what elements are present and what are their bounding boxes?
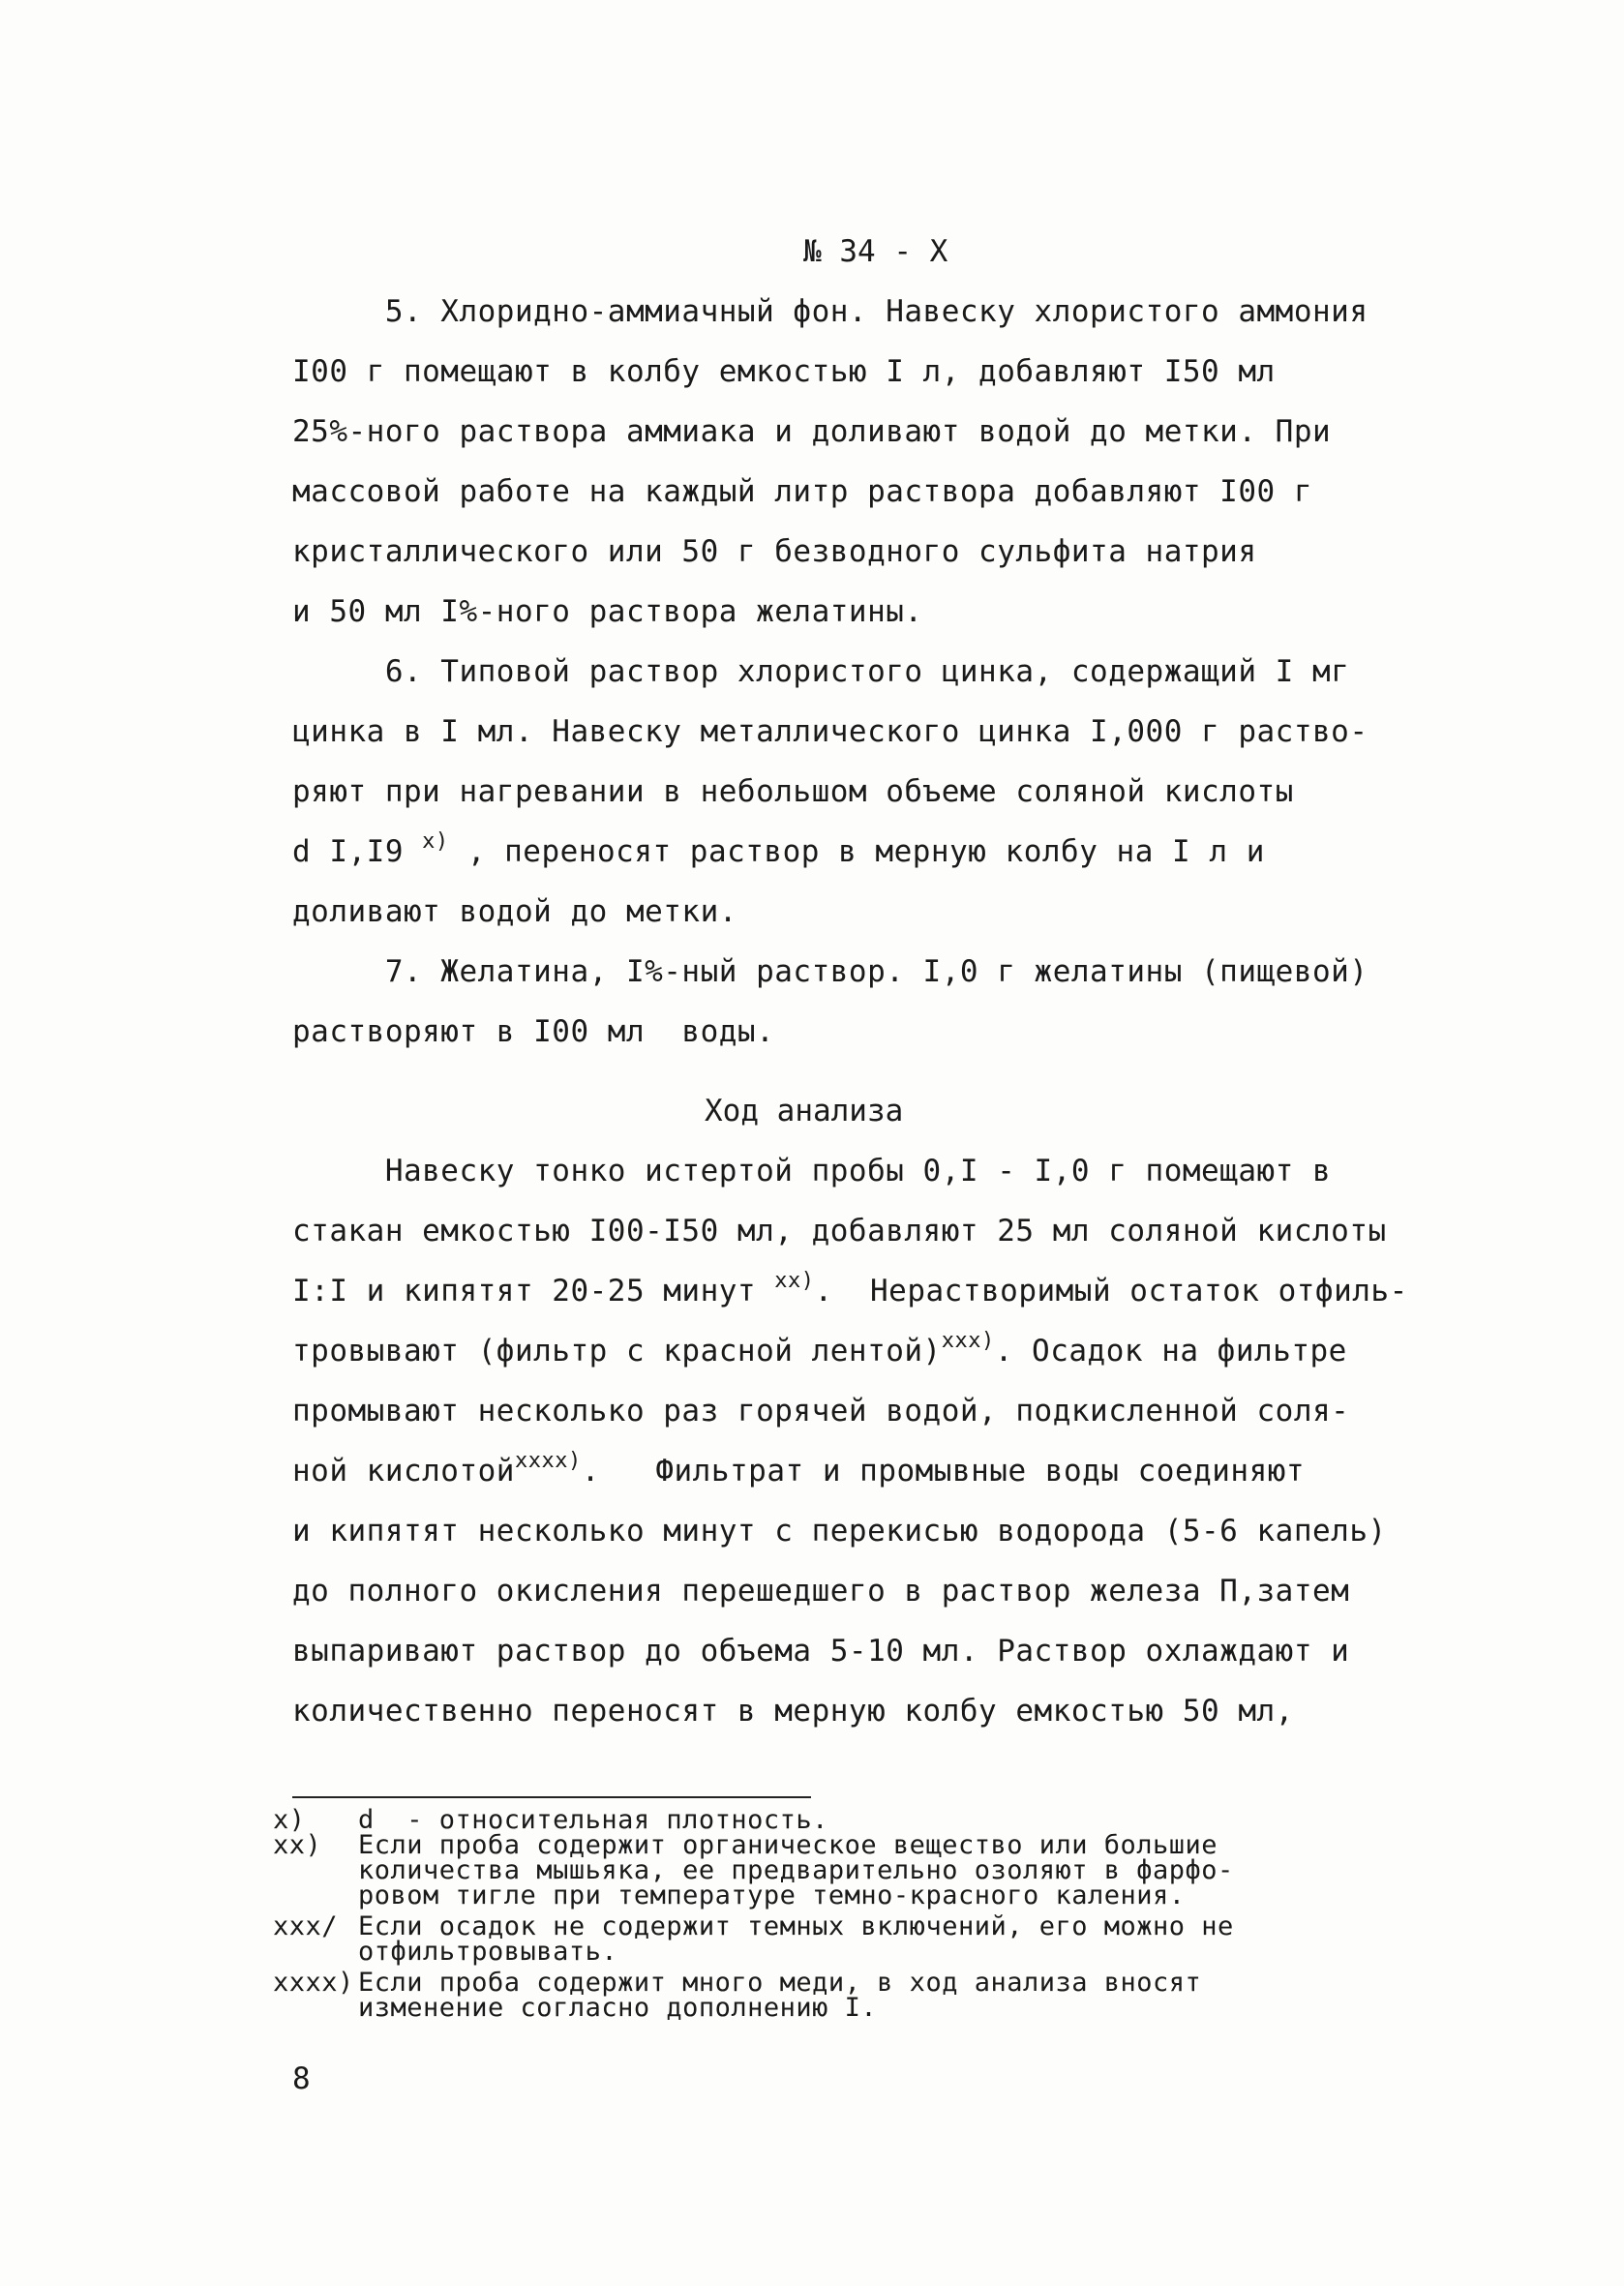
text-line: стакан емкостью I00-I50 мл, добавляют 25 мл соляной кислоты xyxy=(292,1214,1387,1248)
text-line xyxy=(292,829,1265,875)
footnote-text: Если проба содержит органическое вещество или большие xyxy=(358,1830,1218,1860)
text-line: выпаривают раствор до объема 5-10 мл. Раствор охлаждают и xyxy=(292,1634,1350,1669)
footnote-text: d - относительная плотность. xyxy=(358,1805,828,1835)
footnote-text: ровом тигле при температуре темно-красного каления. xyxy=(358,1880,1186,1910)
text-segment: . Нерастворимый остаток отфиль- xyxy=(814,1274,1408,1308)
footnote-ref: x) xyxy=(422,829,449,854)
footnote-text: изменение согласно дополнению I. xyxy=(358,1993,878,2023)
footnote-text: Если осадок не содержит темных включений, его можно не xyxy=(358,1911,1234,1941)
text-line: кристаллического или 50 г безводного сульфита натрия xyxy=(292,534,1257,569)
footnote-mark: xx) xyxy=(273,1830,322,1860)
footnote-ref: xxx) xyxy=(941,1329,995,1353)
text-line: растворяют в I00 мл воды. xyxy=(292,1014,775,1049)
text-line: ряют при нагревании в небольшом объеме соляной кислоты xyxy=(292,774,1294,809)
footnote-divider xyxy=(292,1796,811,1798)
footnote-ref: xxxx) xyxy=(514,1449,582,1473)
text-line xyxy=(292,1449,1306,1494)
text-line xyxy=(292,1269,1408,1314)
text-segment: . Осадок на фильтре xyxy=(994,1334,1347,1369)
text-line: и кипятят несколько минут с перекисью водорода (5-6 капель) xyxy=(292,1514,1387,1549)
text-line: массовой работе на каждый литр раствора добавляют I00 г xyxy=(292,474,1312,509)
page-number: 8 xyxy=(292,2061,311,2096)
text-segment: , переносят раствор в мерную колбу на I л и xyxy=(448,834,1265,869)
text-segment: d I,I9 xyxy=(292,834,404,869)
footnote-text: Если проба содержит много меди, в ход анализа вносят xyxy=(358,1968,1202,1998)
text-line: 7. Желатина, I%-ный раствор. I,0 г желатины (пищевой) xyxy=(292,954,1368,989)
section-title: Ход анализа xyxy=(705,1094,904,1128)
text-line: до полного окисления перешедшего в раствор железа П,затем xyxy=(292,1574,1350,1609)
footnote-text: отфильтровывать. xyxy=(358,1937,618,1967)
footnote-ref: xx) xyxy=(774,1269,815,1293)
text-line xyxy=(292,1329,1347,1374)
text-line: 6. Типовой раствор хлористого цинка, содержащий I мг xyxy=(292,654,1350,689)
text-line: доливают водой до метки. xyxy=(292,894,737,929)
text-line: Навеску тонко истертой пробы 0,I - I,0 г помещают в xyxy=(292,1154,1332,1188)
text-line: I00 г помещают в колбу емкостью I л, добавляют I50 мл xyxy=(292,354,1276,389)
footnote-mark: x) xyxy=(273,1805,306,1835)
text-line: 25%-ного раствора аммиака и доливают водой до метки. При xyxy=(292,414,1332,449)
text-segment: ной кислотой xyxy=(292,1454,515,1489)
text-line: цинка в I мл. Навеску металлического цинка I,000 г раство- xyxy=(292,714,1368,749)
text-segment: . Фильтрат и промывные воды соединяют xyxy=(581,1454,1306,1489)
text-line: и 50 мл I%-ного раствора желатины. xyxy=(292,594,923,629)
text-line: количественно переносят в мерную колбу емкостью 50 мл, xyxy=(292,1694,1294,1729)
footnote-text: количества мышьяка, ее предварительно озоляют в фарфо- xyxy=(358,1855,1234,1885)
page-header: № 34 - Х xyxy=(803,234,948,269)
text-line: промывают несколько раз горячей водой, подкисленной соля- xyxy=(292,1394,1350,1429)
footnote-mark: xxx/ xyxy=(273,1911,339,1941)
text-line: 5. Хлоридно-аммиачный фон. Навеску хлористого аммония xyxy=(292,294,1368,329)
text-segment: I:I и кипятят 20-25 минут xyxy=(292,1274,775,1308)
footnote-mark: xxxx) xyxy=(273,1968,354,1998)
text-segment: тровывают (фильтр с красной лентой) xyxy=(292,1334,942,1369)
